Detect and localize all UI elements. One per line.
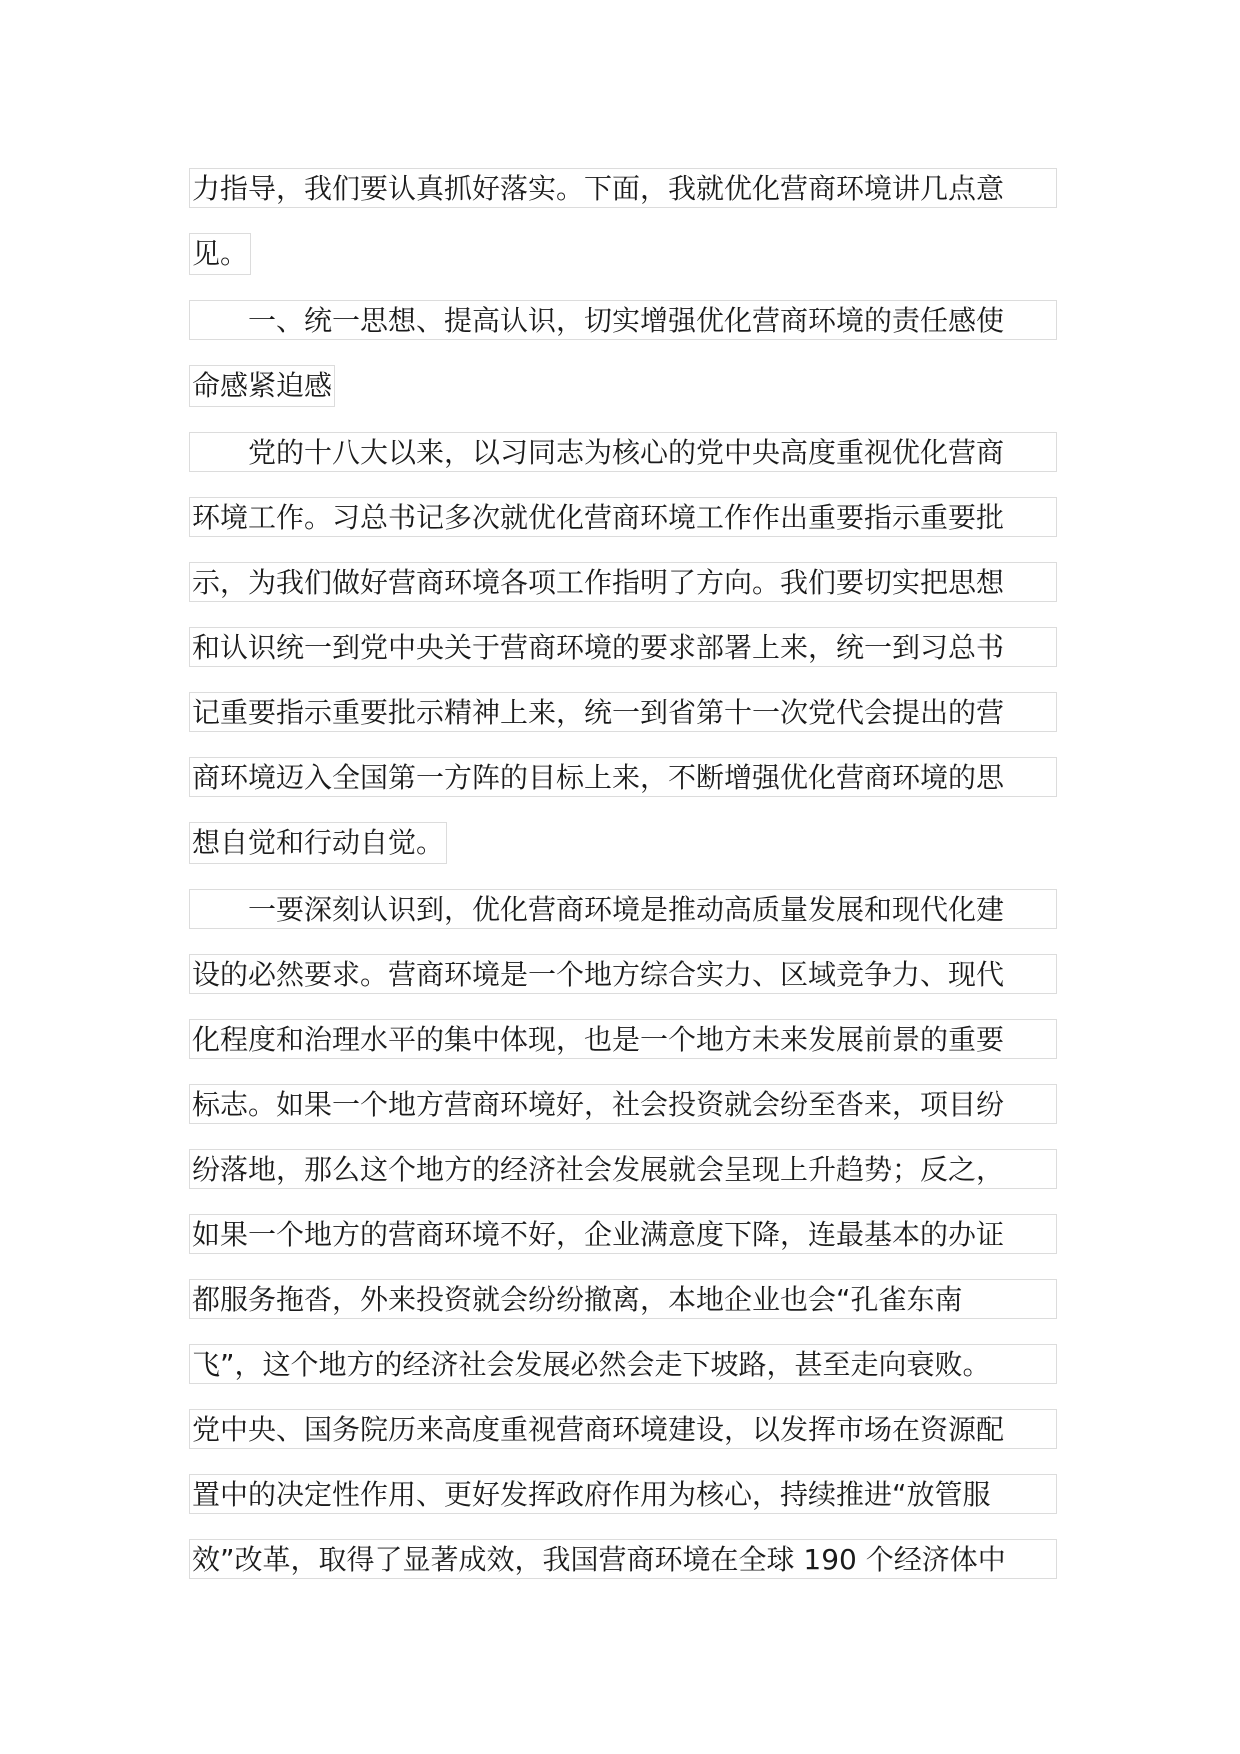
text-line: 飞”，这个地方的经济社会发展必然会走下坡路，甚至走向衰败。: [189, 1344, 1057, 1384]
text-line: 设的必然要求。营商环境是一个地方综合实力、区域竞争力、现代: [189, 954, 1057, 994]
text-line: 见。: [189, 233, 251, 275]
text-line: 环境工作。习总书记多次就优化营商环境工作作出重要指示重要批: [189, 497, 1057, 537]
text-line: 记重要指示重要批示精神上来，统一到省第十一次党代会提出的营: [189, 692, 1057, 732]
text-line: 标志。如果一个地方营商环境好，社会投资就会纷至沓来，项目纷: [189, 1084, 1057, 1124]
text-line: 力指导，我们要认真抓好落实。下面，我就优化营商环境讲几点意: [189, 168, 1057, 208]
text-line: 一、统一思想、提高认识，切实增强优化营商环境的责任感使: [189, 300, 1057, 340]
text-line: 和认识统一到党中央关于营商环境的要求部署上来，统一到习总书: [189, 627, 1057, 667]
text-line: 纷落地，那么这个地方的经济社会发展就会呈现上升趋势；反之，: [189, 1149, 1057, 1189]
text-line: 置中的决定性作用、更好发挥政府作用为核心，持续推进“放管服: [189, 1474, 1057, 1514]
text-line: 都服务拖沓，外来投资就会纷纷撤离，本地企业也会“孔雀东南: [189, 1279, 1057, 1319]
text-line: 党的十八大以来，以习同志为核心的党中央高度重视优化营商: [189, 432, 1057, 472]
text-line: 如果一个地方的营商环境不好，企业满意度下降，连最基本的办证: [189, 1214, 1057, 1254]
text-line: 命感紧迫感: [189, 365, 335, 407]
text-line: 一要深刻认识到，优化营商环境是推动高质量发展和现代化建: [189, 889, 1057, 929]
text-line: 化程度和治理水平的集中体现，也是一个地方未来发展前景的重要: [189, 1019, 1057, 1059]
text-line: 想自觉和行动自觉。: [189, 822, 447, 864]
text-line: 商环境迈入全国第一方阵的目标上来，不断增强优化营商环境的思: [189, 757, 1057, 797]
text-line: 效”改革，取得了显著成效，我国营商环境在全球 190 个经济体中: [189, 1539, 1057, 1579]
text-line: 示，为我们做好营商环境各项工作指明了方向。我们要切实把思想: [189, 562, 1057, 602]
document-body: [189, 168, 1069, 1604]
text-line: 党中央、国务院历来高度重视营商环境建设，以发挥市场在资源配: [189, 1409, 1057, 1449]
